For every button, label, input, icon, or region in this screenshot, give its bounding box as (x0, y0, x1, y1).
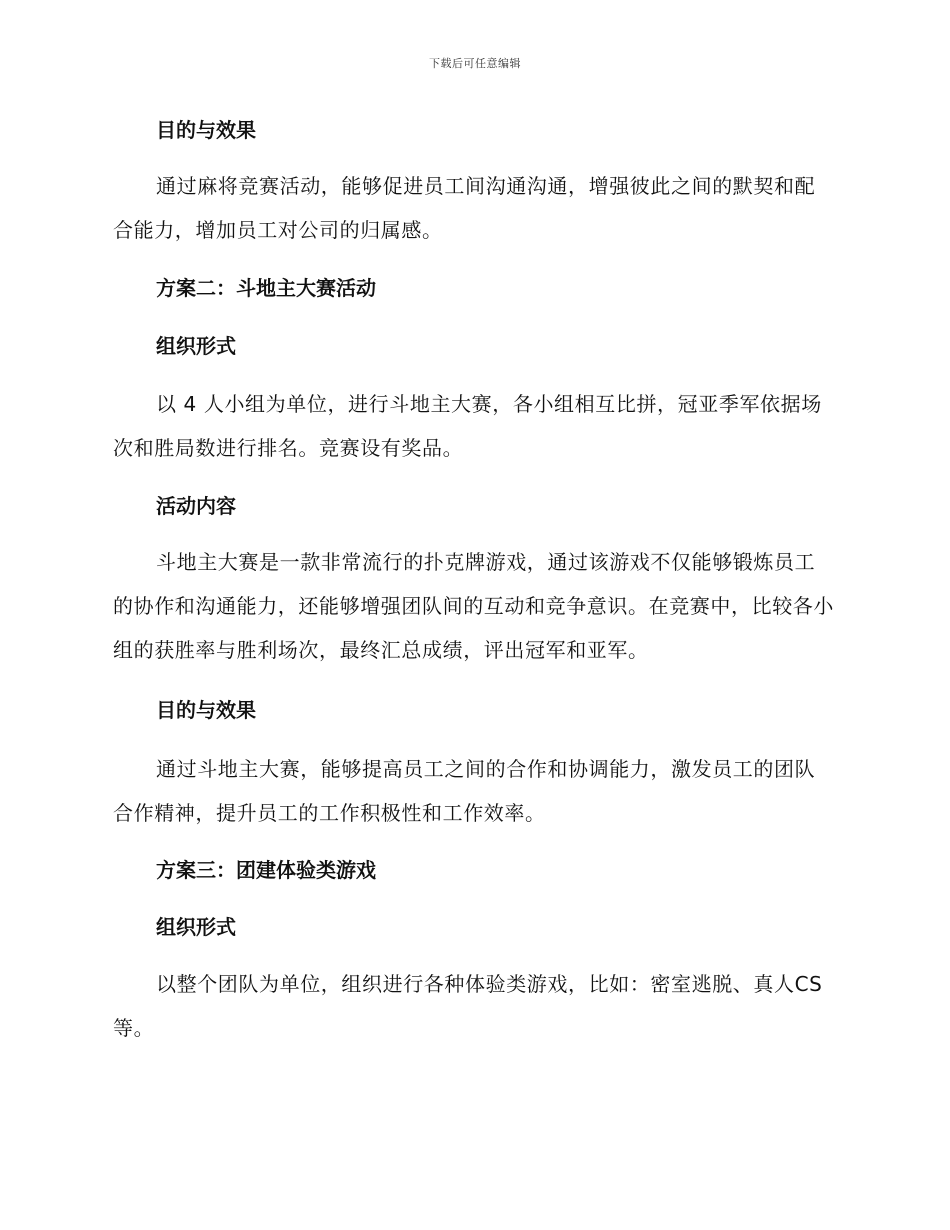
section-paragraph: 通过斗地主大赛，能够提高员工之间的合作和协调能力，激发员工的团队合作精神，提升员工的工作积极性和工作效率。 (113, 757, 816, 825)
section-heading: 目的与效果 (156, 118, 256, 142)
section-paragraph: 斗地主大赛是一款非常流行的扑克牌游戏，通过该游戏不仅能够锻炼员工的协作和沟通能力，还能够增强团队间的互动和竞争意识。在竞赛中，比较各小组的获胜率与胜利场次，最终汇总成绩，评出冠军和亚军。 (113, 550, 834, 662)
section-heading: 目的与效果 (156, 698, 256, 722)
section-heading: 组织形式 (156, 915, 236, 939)
section-heading: 方案三：团建体验类游戏 (156, 858, 376, 882)
section-heading: 活动内容 (156, 494, 236, 518)
section-paragraph: 以整个团队为单位，组织进行各种体验类游戏，比如：密室逃脱、真人CS 等。 (113, 972, 823, 1040)
section-paragraph: 通过麻将竞赛活动，能够促进员工间沟通沟通，增强彼此之间的默契和配合能力，增加员工对公司的归属感。 (113, 174, 816, 242)
section-paragraph: 以 4 人小组为单位，进行斗地主大赛，各小组相互比拼，冠亚季军依据场次和胜局数进行排名。竞赛设有奖品。 (113, 392, 822, 460)
section-heading: 组织形式 (156, 334, 236, 358)
section-heading: 方案二：斗地主大赛活动 (156, 276, 376, 300)
page-header: 下载后可任意编辑 (429, 57, 521, 70)
